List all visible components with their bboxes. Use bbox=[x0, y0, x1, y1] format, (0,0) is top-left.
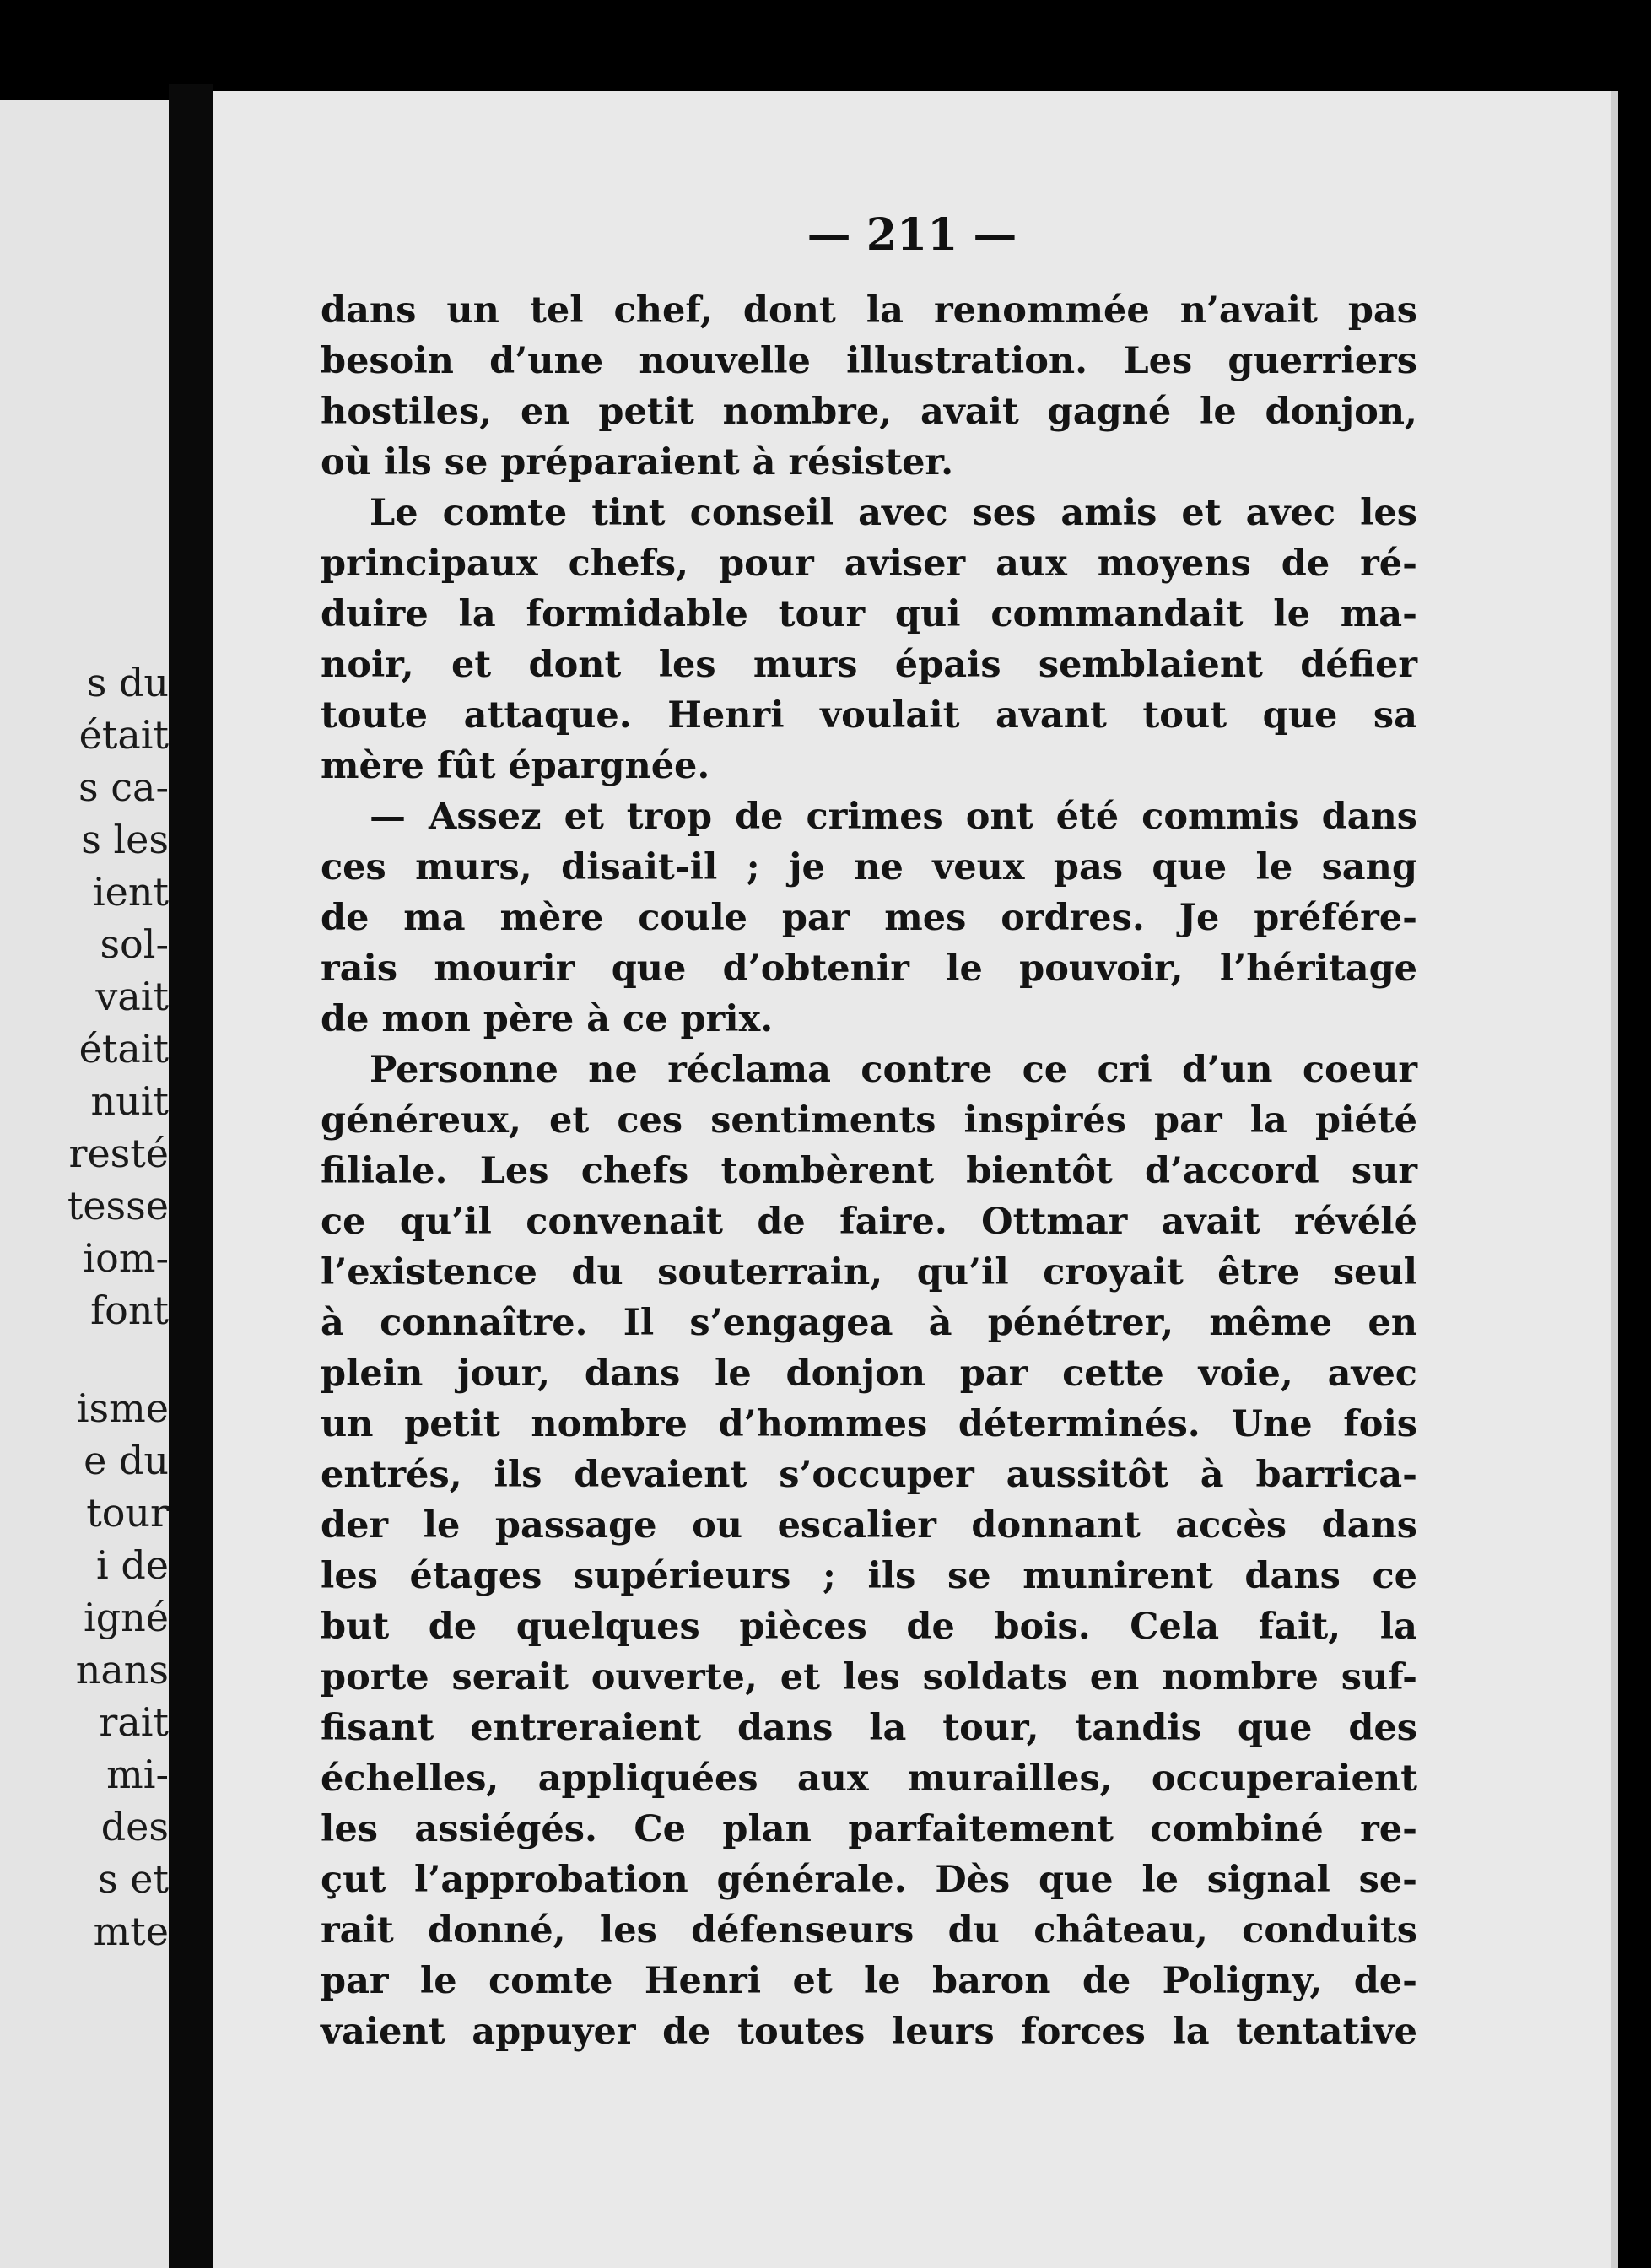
left-page-fragment-line: tour bbox=[86, 1490, 169, 1536]
text-line: de ma mère coule par mes ordres. Je préfére- bbox=[321, 897, 1417, 939]
text-line: besoin d’une nouvelle illustration. Les guerriers bbox=[321, 340, 1417, 382]
text-line: ce qu’il convenait de faire. Ottmar avait révélé bbox=[321, 1201, 1417, 1243]
text-line: ces murs, disait-il ; je ne veux pas que le sang bbox=[321, 846, 1417, 888]
text-line: dans un tel chef, dont la renommée n’avait pas bbox=[321, 289, 1417, 332]
left-page-fragment-line: s les bbox=[81, 817, 169, 862]
text-line: Le comte tint conseil avec ses amis et avec les bbox=[370, 492, 1417, 534]
text-line: but de quelques pièces de bois. Cela fait, la bbox=[321, 1606, 1417, 1648]
left-page-fragment-line: isme bbox=[76, 1385, 169, 1431]
page-body-text bbox=[321, 285, 1417, 2057]
text-line: les étages supérieurs ; ils se munirent dans ce bbox=[321, 1555, 1417, 1597]
left-page-fragment-line: e du bbox=[84, 1438, 169, 1483]
book-spine bbox=[169, 84, 213, 2268]
left-page-text bbox=[0, 100, 169, 2268]
text-line: mère fût épargnée. bbox=[321, 745, 710, 787]
left-page-fragment-line: était bbox=[78, 1026, 169, 1072]
text-line: de mon père à ce prix. bbox=[321, 998, 774, 1040]
text-line: hostiles, en petit nombre, avait gagné le donjon, bbox=[321, 391, 1417, 433]
text-line: plein jour, dans le donjon par cette voie, avec bbox=[321, 1353, 1417, 1395]
text-line: porte serait ouverte, et les soldats en nombre suf- bbox=[321, 1656, 1417, 1698]
left-page-fragment-line: tesse bbox=[67, 1183, 169, 1228]
left-page-fragment-line: rait bbox=[99, 1699, 169, 1745]
text-line: toute attaque. Henri voulait avant tout que sa bbox=[321, 694, 1417, 737]
left-page-fragment-line: igné bbox=[83, 1595, 169, 1640]
text-line: échelles, appliquées aux murailles, occuperaient bbox=[321, 1758, 1417, 1800]
text-line: — Assez et trop de crimes ont été commis dans bbox=[370, 796, 1417, 838]
text-line: un petit nombre d’hommes déterminés. Une fois bbox=[321, 1403, 1417, 1445]
text-line: duire la formidable tour qui commandait le ma- bbox=[321, 593, 1417, 635]
left-page-fragment-line: resté bbox=[68, 1131, 169, 1176]
left-page-fragment-line: mi- bbox=[106, 1752, 169, 1797]
text-line: fisant entreraient dans la tour, tandis que des bbox=[321, 1707, 1417, 1749]
text-line: entrés, ils devaient s’occuper aussitôt à barrica- bbox=[321, 1454, 1417, 1496]
text-line: rais mourir que d’obtenir le pouvoir, l’héritage bbox=[321, 948, 1417, 990]
left-page-fragment-line: iom- bbox=[83, 1235, 169, 1281]
text-line: généreux, et ces sentiments inspirés par la piété bbox=[321, 1099, 1417, 1142]
text-line: principaux chefs, pour aviser aux moyens de ré- bbox=[321, 543, 1417, 585]
text-line: noir, et dont les murs épais semblaient défier bbox=[321, 644, 1417, 686]
left-page-fragment-line: s du bbox=[86, 660, 169, 705]
text-line: rait donné, les défenseurs du château, conduits bbox=[321, 1909, 1417, 1952]
text-line: où ils se préparaient à résister. bbox=[321, 441, 954, 483]
text-line: l’existence du souterrain, qu’il croyait être seul bbox=[321, 1251, 1417, 1293]
left-page-fragment-line: s et bbox=[98, 1856, 169, 1902]
right-page bbox=[213, 91, 1611, 2268]
left-page-fragment-line: était bbox=[78, 712, 169, 758]
left-page-fragment-line: nuit bbox=[90, 1078, 169, 1124]
text-line: vaient appuyer de toutes leurs forces la tentative bbox=[321, 2011, 1417, 2053]
left-page-fragment-line: sol- bbox=[100, 921, 169, 967]
left-page-fragment-line: des bbox=[100, 1804, 169, 1850]
text-line: les assiégés. Ce plan parfaitement combiné re- bbox=[321, 1808, 1417, 1850]
left-page-fragment bbox=[0, 100, 169, 2268]
left-page-fragment-line: vait bbox=[95, 974, 169, 1019]
left-page-fragment-line: mte bbox=[93, 1909, 169, 1954]
left-page-fragment-line: font bbox=[90, 1288, 169, 1333]
text-line: der le passage ou escalier donnant accès dans bbox=[321, 1504, 1417, 1547]
page-number: — 211 — bbox=[807, 209, 1017, 261]
page-edge bbox=[1611, 91, 1618, 2268]
left-page-fragment-line: nans bbox=[75, 1647, 169, 1693]
left-page-fragment-line: i de bbox=[95, 1542, 169, 1588]
text-line: çut l’approbation générale. Dès que le signal se- bbox=[321, 1859, 1417, 1901]
text-line: à connaître. Il s’engagea à pénétrer, même en bbox=[321, 1302, 1417, 1344]
left-page-fragment-line: s ca- bbox=[78, 764, 169, 810]
left-page-fragment-line: ient bbox=[92, 869, 169, 915]
text-line: Personne ne réclama contre ce cri d’un coeur bbox=[370, 1049, 1417, 1091]
text-line: filiale. Les chefs tombèrent bientôt d’accord sur bbox=[321, 1150, 1417, 1192]
text-line: par le comte Henri et le baron de Poligny, de- bbox=[321, 1960, 1417, 2002]
